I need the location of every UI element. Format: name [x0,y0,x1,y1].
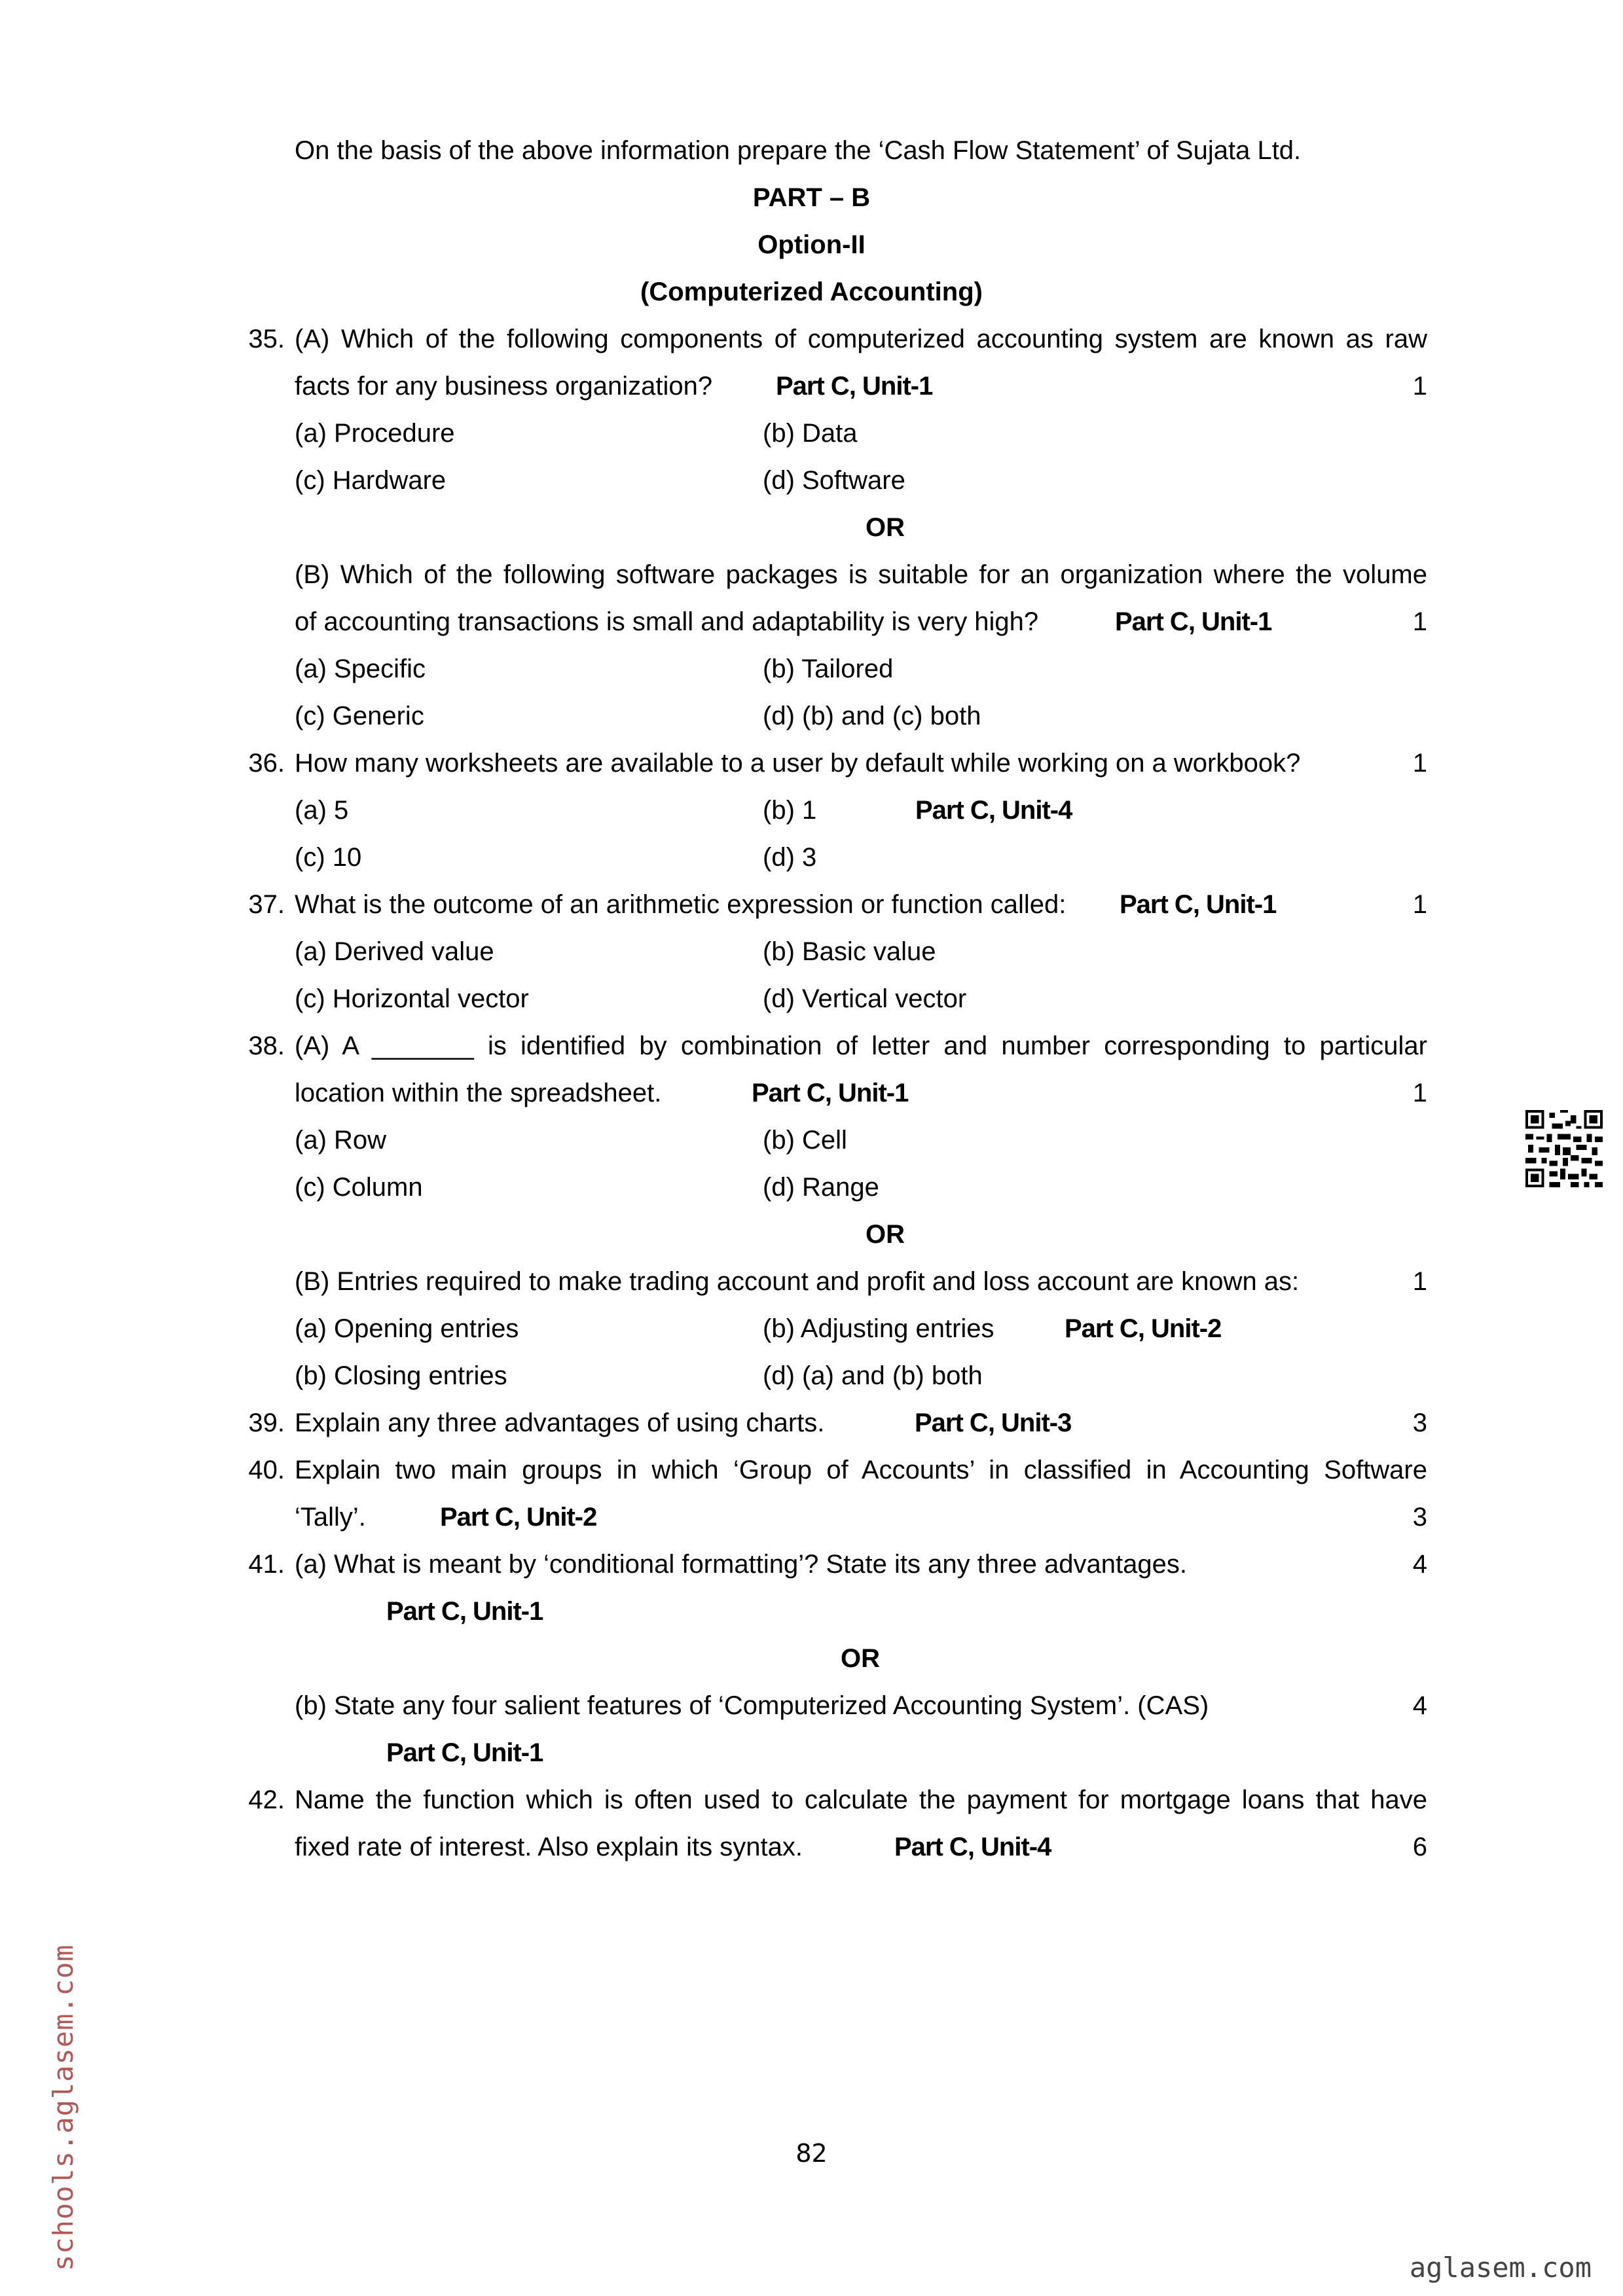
question-number: 39. [248,1408,285,1437]
question-text: How many worksheets are available to a user by default while working on a workbook? [295,749,1301,778]
question-text: facts for any business organization? [295,372,713,401]
marks: 1 [1412,372,1427,401]
marks: 1 [1412,1079,1427,1107]
marks: 1 [1412,1267,1427,1296]
marks: 3 [1412,1503,1427,1532]
unit-reference: Part C, Unit-4 [894,1833,1051,1861]
or-separator: OR [866,513,905,542]
intro-text: On the basis of the above information prepare the ‘Cash Flow Statement’ of Sujata Ltd. [295,136,1302,165]
marks: 3 [1412,1408,1427,1437]
question-text: of accounting transactions is small and adaptability is very high? [295,607,1039,636]
unit-reference: Part C, Unit-4 [915,796,1072,825]
option: (b) Adjusting entries [763,1314,994,1343]
question-number: 38. [248,1031,285,1060]
option: (b) Basic value [763,937,936,966]
option: (d) Vertical vector [763,984,967,1013]
option-heading: Option-II [757,230,866,259]
option: (b) Tailored [763,655,894,683]
option: (a) Specific [295,655,426,683]
question-text: (B) Which of the following software packages is suitable for an organization where the volume [295,560,1427,589]
question-text: (A) Which of the following components of computerized accounting system are known as raw [295,325,1427,353]
question-text: Name the function which is often used to calculate the payment for mortgage loans that have [295,1785,1427,1814]
option: (b) 1 [763,796,817,825]
marks: 6 [1412,1833,1427,1861]
question-text: Explain two main groups in which ‘Group of Accounts’ in classified in Accounting Software [295,1456,1427,1484]
bottom-watermark: aglasem.com [1409,2251,1592,2284]
option: (b) Data [763,419,858,448]
unit-reference: Part C, Unit-1 [752,1079,909,1107]
unit-reference: Part C, Unit-1 [1115,607,1272,636]
question-text: (B) Entries required to make trading account and profit and loss account are known as: [295,1267,1300,1296]
marks: 1 [1412,749,1427,778]
option: (a) Derived value [295,937,494,966]
option: (d) (a) and (b) both [763,1361,983,1390]
unit-reference: Part C, Unit-2 [1065,1314,1222,1343]
marks: 1 [1412,607,1427,636]
side-watermark: schools.aglasem.com [47,1944,79,2271]
option: (c) Hardware [295,466,447,495]
question-text: What is the outcome of an arithmetic expression or function called: [295,890,1067,919]
unit-reference: Part C, Unit-1 [1120,890,1277,919]
subject-heading: (Computerized Accounting) [640,278,983,306]
question-text: (b) State any four salient features of ‘Computerized Accounting System’. (CAS) [295,1691,1209,1720]
question-text: (a) What is meant by ‘conditional formatting’? State its any three advantages. [295,1550,1187,1579]
option: (d) 3 [763,843,817,872]
option: (a) 5 [295,796,349,825]
question-text: fixed rate of interest. Also explain its syntax. [295,1833,803,1861]
question-number: 35. [248,325,285,353]
option: (c) Generic [295,702,424,730]
marks: 1 [1412,890,1427,919]
option: (a) Row [295,1126,387,1155]
option: (d) Range [763,1173,879,1202]
question-number: 37. [248,890,285,919]
marks: 4 [1412,1691,1427,1720]
marks: 4 [1412,1550,1427,1579]
question-text: (A) A _______ is identified by combination of letter and number corresponding to particular [295,1031,1427,1060]
unit-reference: Part C, Unit-1 [386,1738,543,1767]
page-number: 82 [795,2139,828,2168]
question-number: 42. [248,1785,285,1814]
option: (c) Horizontal vector [295,984,529,1013]
unit-reference: Part C, Unit-1 [386,1597,543,1626]
question-number: 36. [248,749,285,778]
option: (d) Software [763,466,905,495]
option: (c) 10 [295,843,362,872]
option: (b) Closing entries [295,1361,507,1390]
part-heading: PART – B [752,183,871,212]
unit-reference: Part C, Unit-1 [776,372,933,401]
unit-reference: Part C, Unit-3 [915,1408,1072,1437]
option: (d) (b) and (c) both [763,702,981,730]
option: (b) Cell [763,1126,847,1155]
question-text: ‘Tally’. [295,1503,366,1532]
question-number: 40. [248,1456,285,1484]
option: (a) Procedure [295,419,455,448]
or-separator: OR [841,1644,880,1673]
unit-reference: Part C, Unit-2 [440,1503,597,1532]
question-text: location within the spreadsheet. [295,1079,662,1107]
or-separator: OR [866,1220,905,1249]
option: (c) Column [295,1173,423,1202]
question-number: 41. [248,1550,285,1579]
question-text: Explain any three advantages of using charts. [295,1408,825,1437]
qr-code-icon [1525,1110,1603,1187]
option: (a) Opening entries [295,1314,519,1343]
